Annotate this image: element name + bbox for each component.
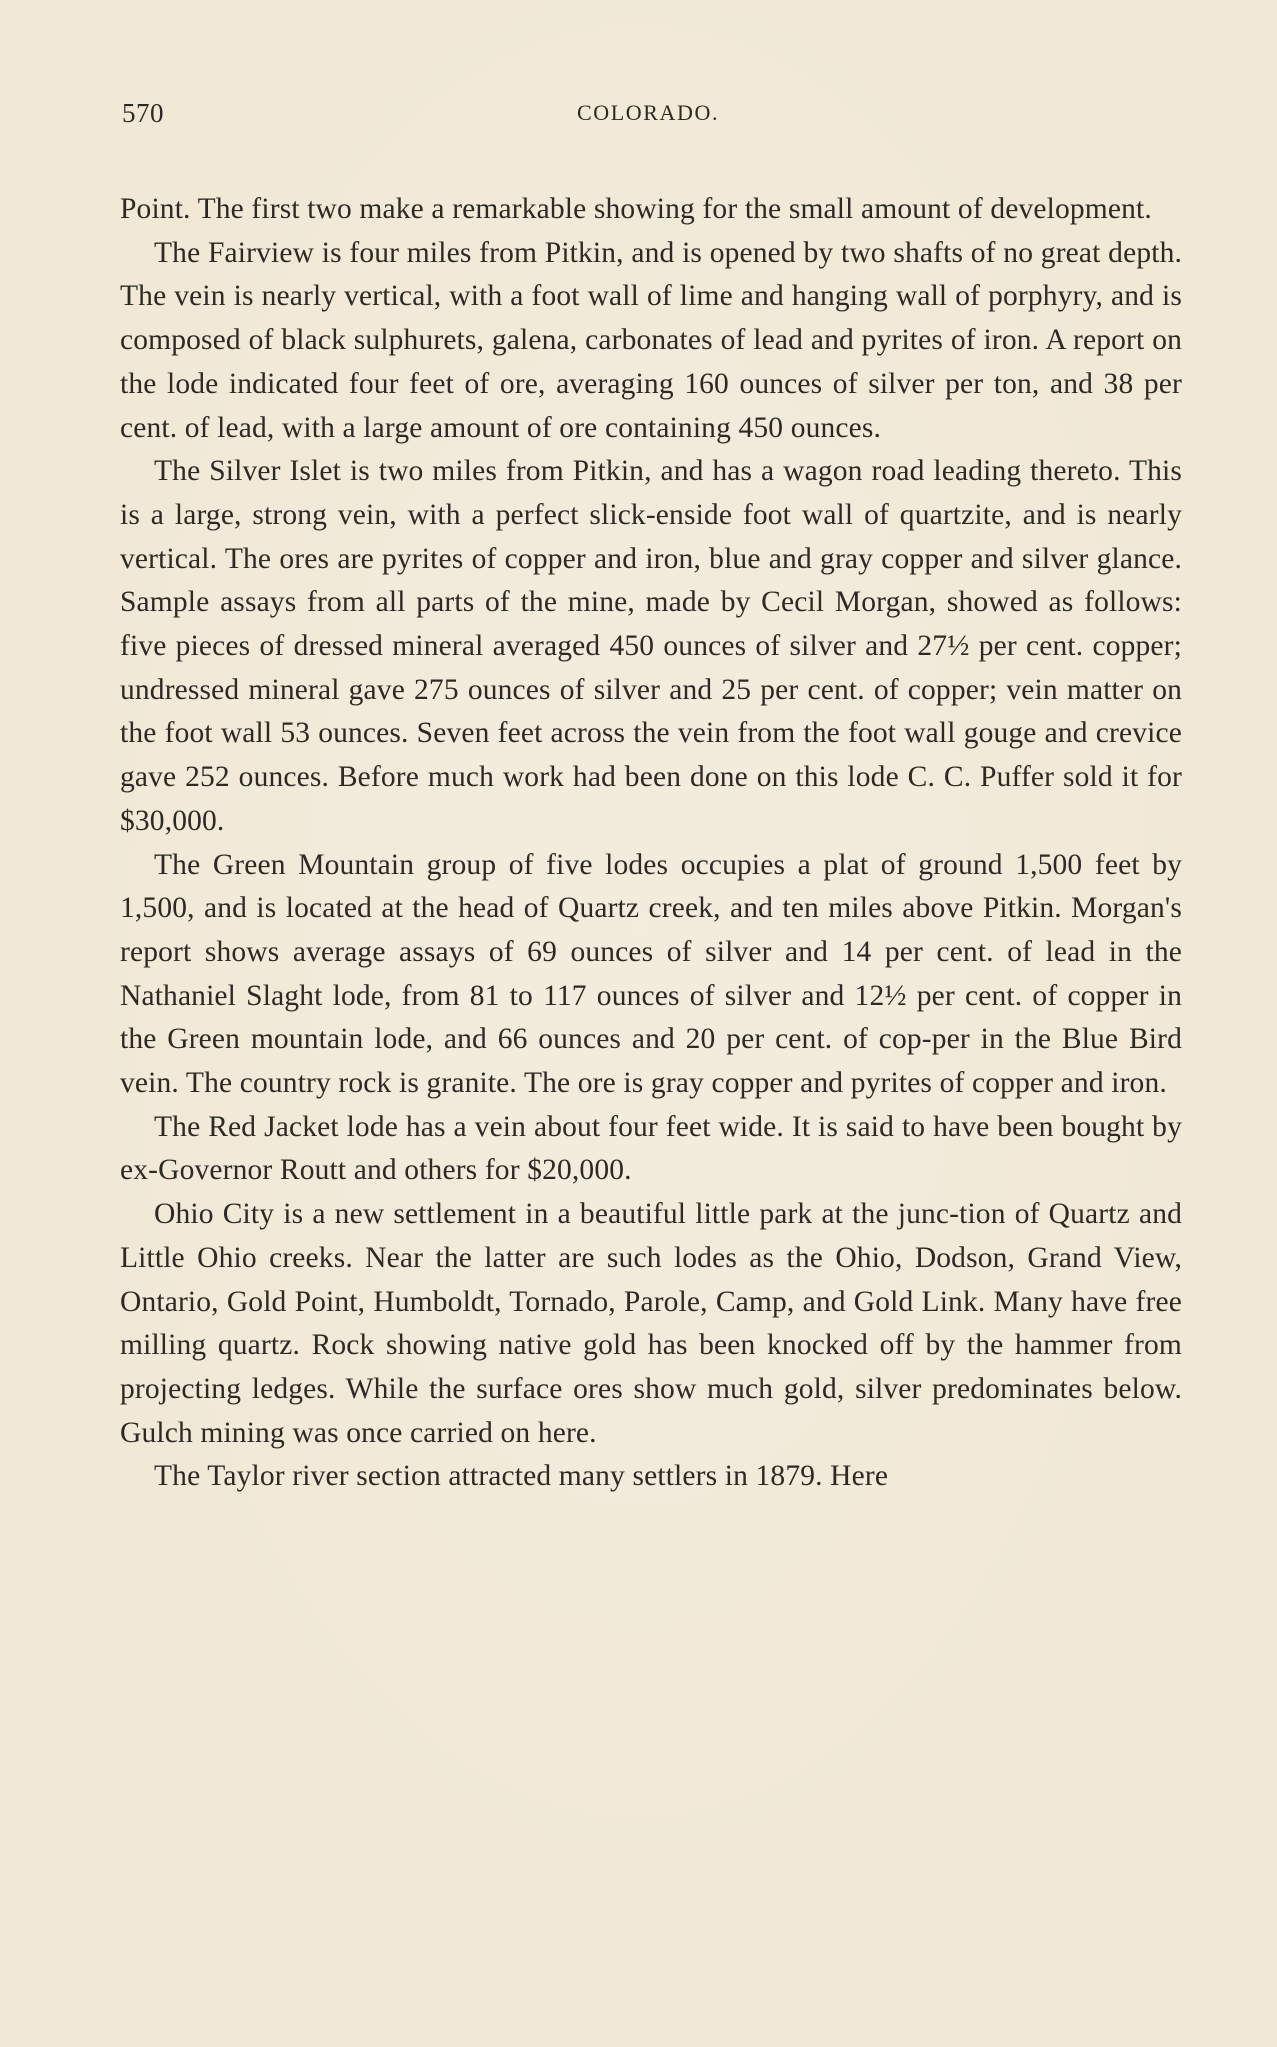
paragraph-fairview: The Fairview is four miles from Pitkin, and is opened by two shafts of no great depth. The vein is nearly vertical, with a foot wall of lime and hanging wall of porphyry, and is composed of black sulphurets, galena, carbonates of lead and pyrites of iron. A report on the lode indicated four feet of ore, averaging 160 ounces of silver per ton, and 38 per cent. of lead, with a large amount of ore containing 450 ounces.	[120, 236, 1182, 444]
paragraph-green-mountain: The Green Mountain group of five lodes occupies a plat of ground 1,500 feet by 1,500, and is located at the head of Quartz creek, and ten miles above Pitkin. Morgan's report shows average assays of 69 ounces of silver and 14 per cent. of lead in the Nathaniel Slaght lode, from 81 to 117 ounces of silver and 12½ per cent. of copper in the Green mountain lode, and 66 ounces and 20 per cent. of cop-per in the Blue Bird vein. The country rock is granite. The ore is gray copper and pyrites of copper and iron.	[120, 848, 1182, 1100]
paragraph-ohio-city: Ohio City is a new settlement in a beautiful little park at the junc-tion of Quartz and Little Ohio creeks. Near the latter are such lodes as the Ohio, Dodson, Grand View, Ontario, Gold Point, Humboldt, Tornado, Parole, Camp, and Gold Link. Many have free milling quartz. Rock showing native gold has been knocked off by the hammer from projecting ledges. While the surface ores show much gold, silver predominates below. Gulch mining was once carried on here.	[120, 1198, 1182, 1449]
paragraph-taylor-river: The Taylor river section attracted many settlers in 1879. Here	[154, 1460, 889, 1493]
paragraph-silver-islet: The Silver Islet is two miles from Pitkin, and has a wagon road leading thereto. This is a large, strong vein, with a perfect slick-enside foot wall of quartzite, and is nearly vertical. The ores are pyrites of copper and iron, blue and gray copper and silver glance. Sample assays from all parts of the mine, made by Cecil Morgan, showed as follows: five pieces of dressed mineral averaged 450 ounces of silver and 27½ per cent. copper; undressed mineral gave 275 ounces of silver and 25 per cent. of copper; vein matter on the foot wall 53 ounces. Seven feet across the vein from the foot wall gouge and crevice gave 252 ounces. Before much work had been done on this lode C. C. Puffer sold it for $30,000.	[120, 455, 1182, 837]
page-header	[122, 98, 1192, 138]
paragraph-red-jacket: The Red Jacket lode has a vein about four feet wide. It is said to have been bought by ex-Governor Routt and others for $20,000.	[120, 1110, 1182, 1187]
running-head: COLORADO.	[577, 100, 720, 125]
body-text	[120, 188, 1182, 1499]
page-number: 570	[122, 98, 164, 128]
paragraph-continuation: Point. The first two make a remarkable showing for the small amount of development.	[120, 193, 1152, 225]
